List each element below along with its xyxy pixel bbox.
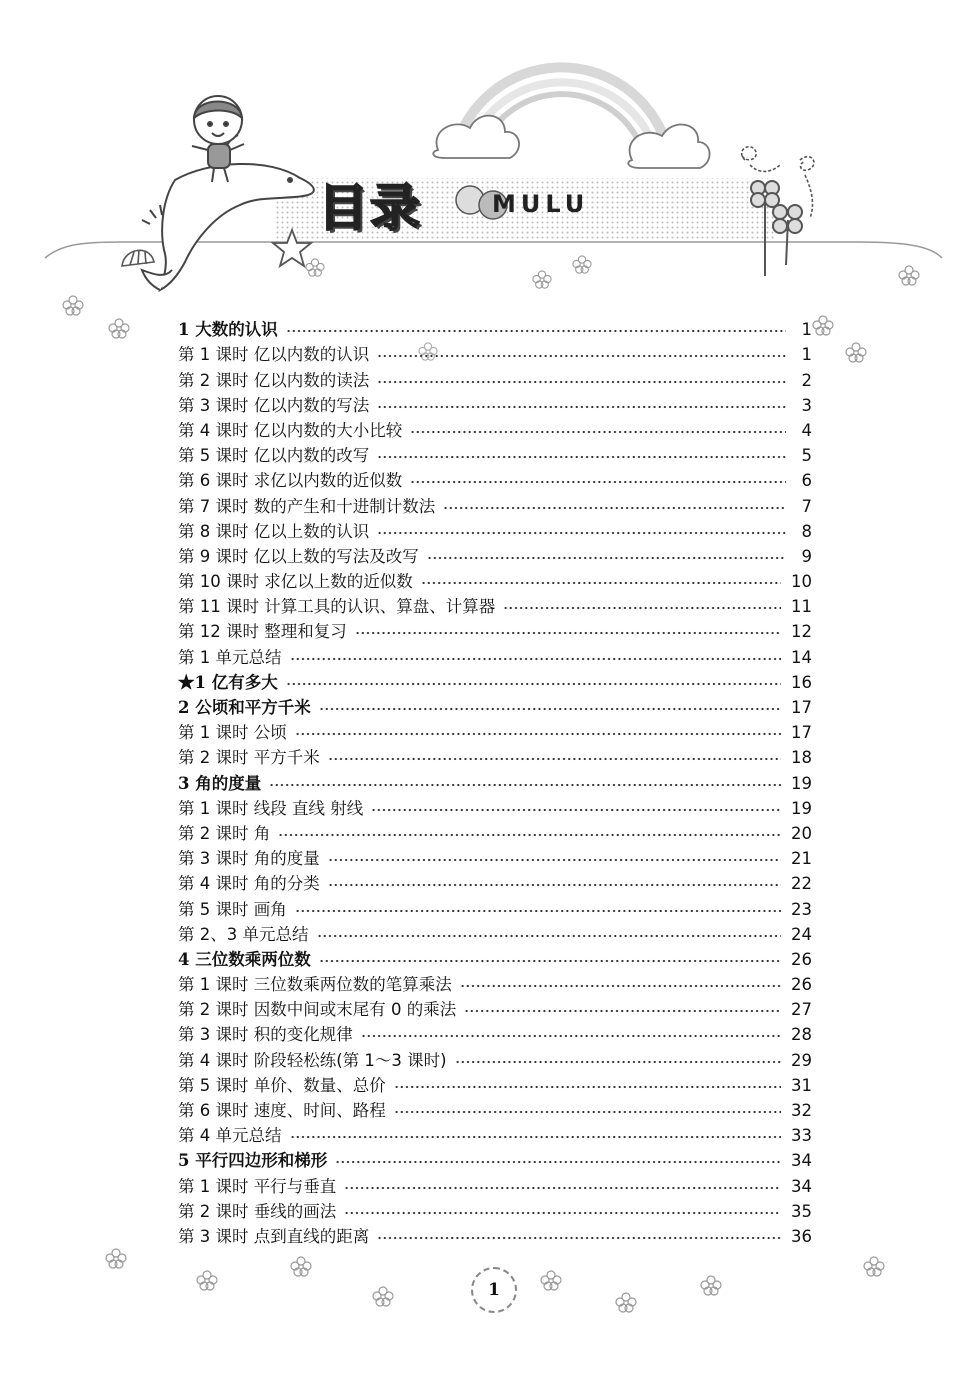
flower-icon <box>105 1248 127 1270</box>
toc-entry-title: 第 1 课时 公顷 <box>178 723 287 743</box>
toc-entry-row[interactable] <box>178 821 812 846</box>
dot-leader <box>394 1109 781 1115</box>
dot-leader <box>328 857 781 863</box>
dot-leader <box>377 530 786 536</box>
toc-page-number: 34 <box>791 1176 812 1196</box>
toc-page-number: 35 <box>791 1201 812 1221</box>
toc-entry-row[interactable] <box>178 569 812 594</box>
dot-leader <box>286 328 786 334</box>
header-illustration <box>0 0 979 320</box>
toc-entry-row[interactable] <box>178 1199 812 1224</box>
toc-page-number: 18 <box>791 748 812 768</box>
toc-page-number: 5 <box>801 446 812 466</box>
toc-page-number: 1 <box>801 320 812 340</box>
toc-entry-title: 第 2 课时 亿以内数的读法 <box>178 370 370 390</box>
toc-entry-row[interactable] <box>178 468 812 493</box>
toc-entry-row[interactable] <box>178 342 812 367</box>
toc-entry-row[interactable] <box>178 644 812 669</box>
flower-icon <box>863 1256 885 1278</box>
toc-chapter-row[interactable] <box>178 695 812 720</box>
toc-page-number: 1 <box>801 345 812 365</box>
flower-icon <box>700 1275 722 1297</box>
dot-leader <box>427 555 786 561</box>
toc-entry-row[interactable] <box>178 594 812 619</box>
toc-entry-row[interactable] <box>178 1073 812 1098</box>
toc-entry-title: 第 4 单元总结 <box>178 1126 282 1146</box>
toc-page-number: 11 <box>791 597 812 617</box>
toc-page-number: 23 <box>791 899 812 919</box>
toc-page-number: 32 <box>791 1101 812 1120</box>
toc-entry-row[interactable] <box>178 418 812 443</box>
toc-page-number: 34 <box>791 1151 812 1171</box>
splash-icon <box>142 205 162 224</box>
toc-entry-title: 第 1 课时 线段 直线 射线 <box>178 798 364 818</box>
flower-icon <box>572 255 592 275</box>
dot-leader <box>335 1159 781 1165</box>
table-of-contents <box>178 317 812 1249</box>
toc-page-number: 24 <box>791 924 812 944</box>
toc-entry-row[interactable] <box>178 493 812 518</box>
dot-leader <box>394 1084 781 1090</box>
page-number: 1 <box>471 1267 517 1313</box>
toc-page-number: 12 <box>791 622 812 642</box>
toc-entry-title: 3 角的度量 <box>178 773 262 793</box>
toc-entry-title: 第 2 课时 因数中间或末尾有 0 的乘法 <box>178 1000 457 1020</box>
toc-page-number: 21 <box>791 849 812 869</box>
dot-leader <box>371 807 781 813</box>
dot-leader <box>328 756 781 762</box>
toc-entry-title: 第 11 课时 计算工具的认识、算盘、计算器 <box>178 597 496 617</box>
toc-entry-title: 第 2 课时 平方千米 <box>178 748 320 768</box>
toc-page-number: 19 <box>791 773 812 793</box>
toc-page-number: 14 <box>791 647 812 667</box>
toc-page-number: 6 <box>801 471 812 491</box>
toc-entry-title: 5 平行四边形和梯形 <box>178 1151 328 1171</box>
toc-page-number: 26 <box>791 975 812 995</box>
flower-icon <box>372 1286 394 1308</box>
toc-entry-title: 第 5 课时 单价、数量、总价 <box>178 1075 386 1095</box>
toc-entry-title: 第 6 课时 速度、时间、路程 <box>178 1101 386 1120</box>
toc-entry-row[interactable] <box>178 393 812 418</box>
cloud-icon <box>433 116 709 168</box>
toc-entry-title: 第 3 课时 角的度量 <box>178 849 320 869</box>
page-title <box>318 172 589 236</box>
toc-page-number: 31 <box>791 1075 812 1095</box>
toc-page-number: 19 <box>791 798 812 818</box>
toc-entry-row[interactable] <box>178 619 812 644</box>
flower-icon <box>196 1270 218 1292</box>
dot-leader <box>295 731 781 737</box>
toc-page-number: 16 <box>791 672 812 692</box>
dot-leader <box>344 1210 781 1216</box>
toc-entry-title: 第 4 课时 角的分类 <box>178 874 320 894</box>
toc-entry-title: 第 3 课时 积的变化规律 <box>178 1025 353 1045</box>
toc-page-number: 4 <box>801 420 812 440</box>
toc-entry-title: 第 4 课时 阶段轻松练(第 1～3 课时) <box>178 1050 447 1070</box>
toc-page-number: 36 <box>791 1226 812 1246</box>
toc-entry-row[interactable] <box>178 1123 812 1148</box>
toc-page-number: 33 <box>791 1126 812 1146</box>
toc-entry-title: 第 3 课时 点到直线的距离 <box>178 1226 370 1246</box>
title-pinyin: MULU <box>492 190 590 218</box>
toc-page-number: 7 <box>801 496 812 516</box>
toc-page-number: 27 <box>791 1000 812 1020</box>
toc-entry-row[interactable] <box>178 544 812 569</box>
toc-entry-title: ★1 亿有多大 <box>178 672 278 692</box>
flower-icon <box>290 1256 312 1278</box>
toc-entry-title: 第 9 课时 亿以上数的写法及改写 <box>178 546 419 566</box>
dot-leader <box>319 958 781 964</box>
toc-entry-title: 第 6 课时 求亿以内数的近似数 <box>178 471 403 491</box>
toc-chapter-row[interactable] <box>178 670 812 695</box>
toc-entry-row[interactable] <box>178 972 812 997</box>
toc-entry-title: 第 1 课时 平行与垂直 <box>178 1176 337 1196</box>
dot-leader <box>460 983 781 989</box>
toc-entry-title: 第 4 课时 亿以内数的大小比较 <box>178 420 403 440</box>
toc-entry-row[interactable] <box>178 1173 812 1198</box>
dot-leader <box>269 782 781 788</box>
flower-icon <box>898 265 920 287</box>
toc-entry-row[interactable] <box>178 367 812 392</box>
dot-leader <box>377 353 786 359</box>
toc-entry-title: 1 大数的认识 <box>178 320 278 340</box>
dot-leader <box>503 605 781 611</box>
dot-leader <box>328 882 781 888</box>
toc-page-number: 26 <box>791 949 812 969</box>
flower-icon <box>62 295 84 317</box>
dot-leader <box>377 1235 781 1241</box>
toc-chapter-row[interactable] <box>178 1148 812 1173</box>
dot-leader <box>355 630 781 636</box>
dot-leader <box>377 404 786 410</box>
toc-entry-title: 第 1 课时 亿以内数的认识 <box>178 345 370 365</box>
shell-icon <box>122 250 154 266</box>
toc-entry-title: 第 1 单元总结 <box>178 647 282 667</box>
toc-page-number: 20 <box>791 823 812 843</box>
dot-leader <box>455 1059 781 1065</box>
toc-entry-title: 4 三位数乘两位数 <box>178 949 311 969</box>
dot-leader <box>377 454 786 460</box>
dot-leader <box>410 429 786 435</box>
toc-chapter-row[interactable] <box>178 317 812 342</box>
toc-page-number: 2 <box>801 370 812 390</box>
toc-entry-title: 第 2 课时 角 <box>178 823 271 843</box>
dot-leader <box>290 1134 782 1140</box>
flower-icon <box>812 315 834 337</box>
toc-entry-row[interactable] <box>178 922 812 947</box>
dot-leader <box>344 1185 781 1191</box>
flower-icon <box>532 270 552 290</box>
toc-entry-title: 第 10 课时 求亿以上数的近似数 <box>178 572 413 592</box>
toc-page-number: 10 <box>791 572 812 592</box>
toc-entry-row[interactable] <box>178 745 812 770</box>
toc-entry-row[interactable] <box>178 519 812 544</box>
toc-entry-row[interactable] <box>178 1047 812 1072</box>
dot-leader <box>377 379 786 385</box>
dot-leader <box>290 656 782 662</box>
dot-leader <box>319 706 781 712</box>
flower-icon <box>108 318 130 340</box>
toc-entry-title: 2 公顷和平方千米 <box>178 698 311 717</box>
toc-page-number: 9 <box>801 546 812 566</box>
toc-entry-title: 第 2、3 单元总结 <box>178 924 309 944</box>
dot-leader <box>361 1033 781 1039</box>
dot-leader <box>317 933 782 939</box>
toc-entry-row[interactable] <box>178 896 812 921</box>
toc-entry-title: 第 12 课时 整理和复习 <box>178 622 347 642</box>
toc-page-number: 22 <box>791 874 812 894</box>
toc-page-number: 8 <box>801 521 812 541</box>
toc-page-number: 17 <box>791 698 812 717</box>
toc-entry-title: 第 5 课时 亿以内数的改写 <box>178 446 370 466</box>
toc-entry-title: 第 2 课时 垂线的画法 <box>178 1201 337 1221</box>
flower-icon <box>845 342 867 364</box>
toc-entry-row[interactable] <box>178 1098 812 1123</box>
toc-entry-row[interactable] <box>178 846 812 871</box>
dot-leader <box>295 908 781 914</box>
toc-entry-row[interactable] <box>178 1022 812 1047</box>
toc-page-number: 28 <box>791 1025 812 1045</box>
flower-icon <box>615 1292 637 1314</box>
dot-leader <box>410 479 786 485</box>
toc-entry-title: 第 1 课时 三位数乘两位数的笔算乘法 <box>178 975 452 995</box>
toc-page-number: 17 <box>791 723 812 743</box>
toc-entry-row[interactable] <box>178 1224 812 1249</box>
toc-entry-row[interactable] <box>178 871 812 896</box>
toc-entry-row[interactable] <box>178 796 812 821</box>
title-chinese: 目录 <box>318 179 422 237</box>
toc-page-number: 3 <box>801 395 812 415</box>
toc-entry-row[interactable] <box>178 997 812 1022</box>
flower-icon <box>305 258 325 278</box>
dot-leader <box>286 681 781 687</box>
toc-entry-title: 第 3 课时 亿以内数的写法 <box>178 395 370 415</box>
dot-leader <box>421 580 781 586</box>
toc-entry-title: 第 7 课时 数的产生和十进制计数法 <box>178 496 436 516</box>
toc-chapter-row[interactable] <box>178 947 812 972</box>
toc-entry-title: 第 8 课时 亿以上数的认识 <box>178 521 370 541</box>
toc-entry-title: 第 5 课时 画角 <box>178 899 287 919</box>
dot-leader <box>443 505 786 511</box>
toc-page-number: 29 <box>791 1050 812 1070</box>
dot-leader <box>464 1008 781 1014</box>
flower-icon <box>540 1270 562 1292</box>
toc-chapter-row[interactable] <box>178 770 812 795</box>
dot-leader <box>278 832 781 838</box>
toc-entry-row[interactable] <box>178 720 812 745</box>
toc-entry-row[interactable] <box>178 443 812 468</box>
